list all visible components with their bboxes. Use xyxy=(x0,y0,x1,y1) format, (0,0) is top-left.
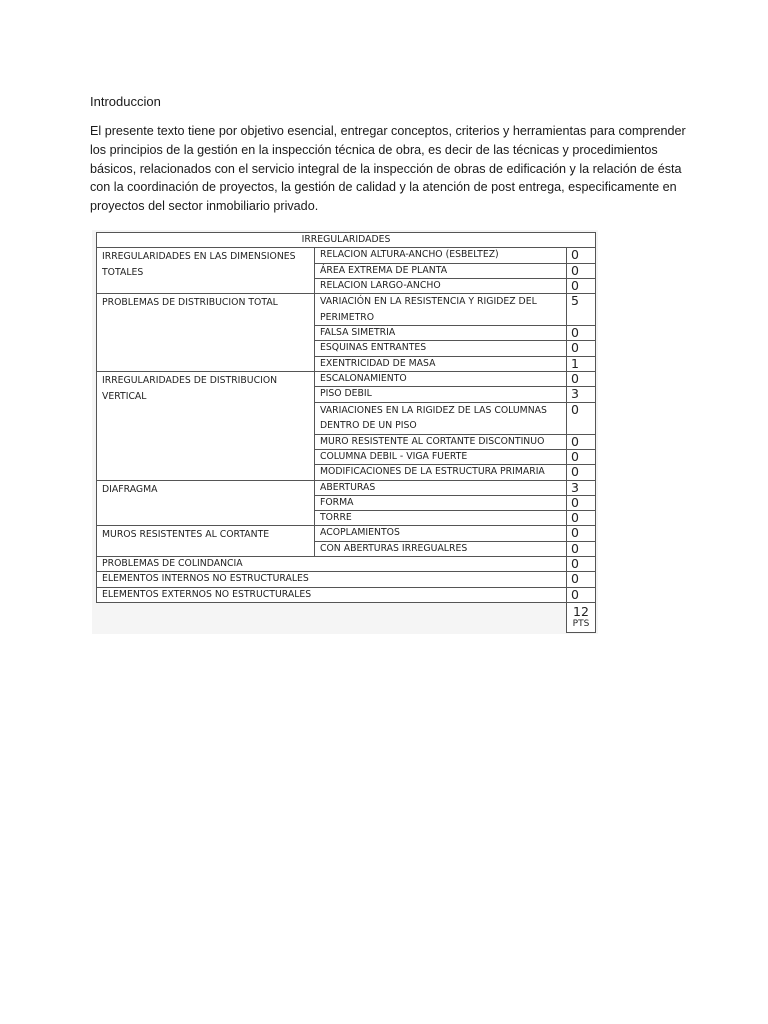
item-label: ESCALONAMIENTO xyxy=(315,372,567,387)
item-label: COLUMNA DEBIL - VIGA FUERTE xyxy=(315,449,567,464)
total-unit: PTS xyxy=(572,618,590,629)
irregularities-table xyxy=(96,232,596,633)
irregularities-table-image xyxy=(92,230,598,634)
category-cell: IRREGULARIDADES DE DISTRIBUCION VERTICAL xyxy=(97,372,315,480)
item-label: VARIACIONES EN LA RIGIDEZ DE LAS COLUMNAS DENTRO DE UN PISO xyxy=(315,402,567,434)
item-value: 0 xyxy=(567,526,596,541)
table-title: IRREGULARIDADES xyxy=(97,233,596,248)
category-cell: MUROS RESISTENTES AL CORTANTE xyxy=(97,526,315,557)
total-cell xyxy=(567,602,596,632)
item-value: 0 xyxy=(567,372,596,387)
item-value: 0 xyxy=(567,341,596,356)
item-value: 0 xyxy=(567,541,596,556)
item-value: 0 xyxy=(567,449,596,464)
item-value: 1 xyxy=(567,356,596,371)
intro-paragraph: El presente texto tiene por objetivo esencial, entregar conceptos, criterios y herramientas para comprender los principios de la gestión en la inspección técnica de obra, es decir de las técnicas y procedimientos básicos, relacionados con el servicio integral de la inspección de obras de edificación y la relación de ésta con la coordinación de proyectos, la gestión de calidad y la atención de post entrega, especificamente en proyectos del sector inmobiliario privado. xyxy=(90,124,686,214)
item-value: 0 xyxy=(567,248,596,263)
item-label: ESQUINAS ENTRANTES xyxy=(315,341,567,356)
item-value: 5 xyxy=(567,294,596,326)
item-label: PISO DEBIL xyxy=(315,387,567,402)
item-value: 0 xyxy=(567,465,596,480)
item-value: 0 xyxy=(567,511,596,526)
item-value: 0 xyxy=(567,326,596,341)
item-label: ÁREA EXTREMA DE PLANTA xyxy=(315,263,567,278)
item-label: FORMA xyxy=(315,495,567,510)
item-value: 0 xyxy=(567,278,596,293)
item-value: 0 xyxy=(567,263,596,278)
total-value: 12 xyxy=(573,603,589,619)
item-value: 0 xyxy=(567,402,596,434)
item-label: MODIFICACIONES DE LA ESTRUCTURA PRIMARIA xyxy=(315,465,567,480)
single-row-value: 0 xyxy=(567,557,596,572)
category-cell: DIAFRAGMA xyxy=(97,480,315,526)
section-heading: Introduccion xyxy=(90,94,161,109)
item-label: RELACION ALTURA-ANCHO (ESBELTEZ) xyxy=(315,248,567,263)
item-label: MURO RESISTENTE AL CORTANTE DISCONTINUO xyxy=(315,434,567,449)
item-label: FALSA SIMETRIA xyxy=(315,326,567,341)
single-row-label: PROBLEMAS DE COLINDANCIA xyxy=(97,557,567,572)
single-row-label: ELEMENTOS EXTERNOS NO ESTRUCTURALES xyxy=(97,587,567,602)
item-value: 3 xyxy=(567,480,596,495)
single-row-value: 0 xyxy=(567,572,596,587)
single-row-label: ELEMENTOS INTERNOS NO ESTRUCTURALES xyxy=(97,572,567,587)
single-row-value: 0 xyxy=(567,587,596,602)
item-label: TORRE xyxy=(315,511,567,526)
item-label: CON ABERTURAS IRREGUALRES xyxy=(315,541,567,556)
item-label: RELACION LARGO-ANCHO xyxy=(315,278,567,293)
category-cell: IRREGULARIDADES EN LAS DIMENSIONES TOTALES xyxy=(97,248,315,294)
item-value: 0 xyxy=(567,495,596,510)
item-value: 0 xyxy=(567,434,596,449)
item-label: ACOPLAMIENTOS xyxy=(315,526,567,541)
total-spacer xyxy=(97,602,567,632)
category-cell: PROBLEMAS DE DISTRIBUCION TOTAL xyxy=(97,294,315,372)
item-label: EXENTRICIDAD DE MASA xyxy=(315,356,567,371)
item-value: 3 xyxy=(567,387,596,402)
item-label: ABERTURAS xyxy=(315,480,567,495)
item-label: VARIACIÓN EN LA RESISTENCIA Y RIGIDEZ DEL PERIMETRO xyxy=(315,294,567,326)
